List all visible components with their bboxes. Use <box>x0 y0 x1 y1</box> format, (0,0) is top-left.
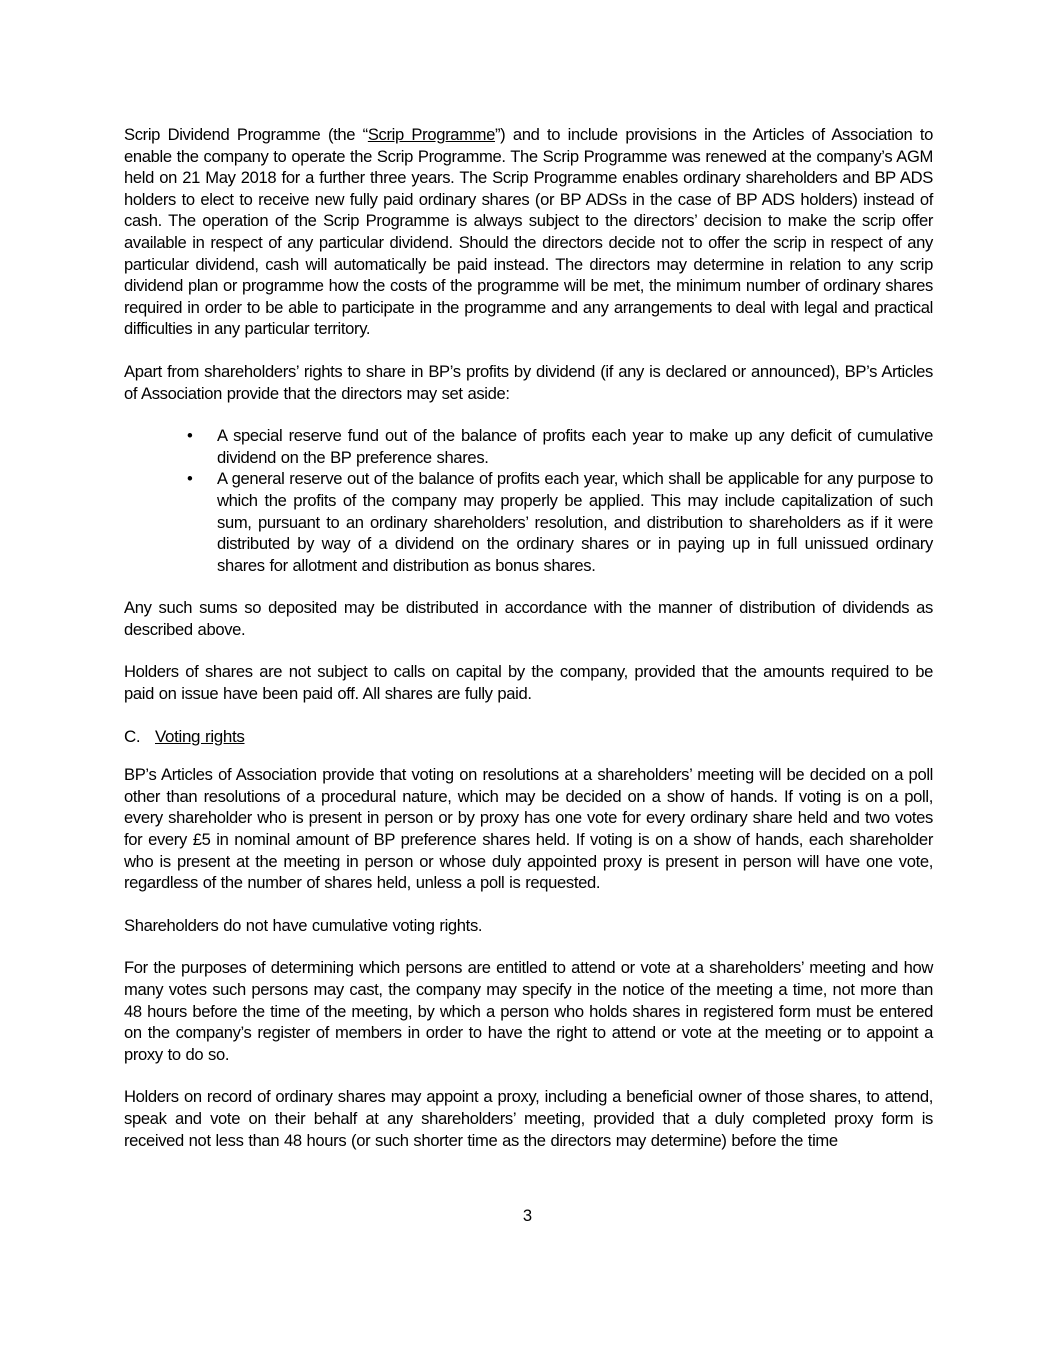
document-body <box>124 124 933 1172</box>
paragraph-scrip-programme <box>124 124 933 340</box>
paragraph-cumulative-voting: Shareholders do not have cumulative voting rights. <box>124 915 483 935</box>
paragraph-voting-on-resolutions: BP’s Articles of Association provide that voting on resolutions at a shareholders’ meeting will be decided on a poll other than resolutions of a procedural nature, which may be decided on a show of hands. If voting is on a poll, every shareholder who is present in person or by proxy has one vote for every ordinary share held and two votes for every £5 in nominal amount of BP preference shares held. If voting is on a show of hands, each shareholder who is present at the meeting in person or whose duly appointed proxy is present in person will have one vote, regardless of the number of shares held, unless a poll is requested. <box>124 765 933 893</box>
section-heading-voting-rights <box>124 726 933 748</box>
scrip-programme-defined-term: Scrip Programme <box>367 125 495 144</box>
bullet-text: A general reserve out of the balance of profits each year, which shall be applicable for any purpose to which the profits of the company may properly be applied. This may include capitalization of such sum, pursuant to an ordinary shareholders’ resolution, and distribution to shareholders as if it were distributed by way of a dividend on the ordinary shares or in paying up in full unissued ordinary shares for allotment and distribution as bonus shares. <box>217 469 933 575</box>
section-label: C. <box>124 726 141 746</box>
paragraph-proxy: Holders on record of ordinary shares may appoint a proxy, including a beneficial owner of those shares, to attend, speak and vote on their behalf at any shareholders’ meeting, provided that a duly completed proxy form is received not less than 48 hours (or such shorter time as the directors may determine) before the time <box>124 1087 933 1150</box>
paragraph-sums-deposited: Any such sums so deposited may be distributed in accordance with the manner of distribution of dividends as described above. <box>124 598 933 639</box>
page-number: 3 <box>522 1206 533 1225</box>
paragraph-record-date: For the purposes of determining which persons are entitled to attend or vote at a shareholders’ meeting and how many votes such persons may cast, the company may specify in the notice of the meeting a time, not more than 48 hours before the time of the meeting, by which a person who holds shares in registered form must be entered on the company’s register of members in order to have the right to attend or vote at the meeting or to appoint a proxy to do so. <box>124 958 933 1064</box>
bullet-item-special-reserve <box>124 425 933 468</box>
bullet-icon: • <box>187 426 193 446</box>
paragraph-calls-on-capital: Holders of shares are not subject to calls on capital by the company, provided that the amounts required to be paid on issue have been paid off. All shares are fully paid. <box>124 662 933 704</box>
paragraph-text-lead: Scrip Dividend Programme (the “ <box>124 125 368 144</box>
bullet-icon: • <box>187 469 193 489</box>
paragraph-reserves-intro: Apart from shareholders’ rights to share in BP’s profits by dividend (if any is declared or announced), BP’s Articles of Association provide that the directors may set aside: <box>124 361 933 403</box>
bullet-text: A special reserve fund out of the balance of profits each year to make up any deficit of cumulative dividend on the BP preference shares. <box>217 426 933 467</box>
bullet-item-general-reserve <box>124 468 933 576</box>
section-title: Voting rights <box>155 726 245 746</box>
reserves-bullet-list <box>124 425 933 576</box>
paragraph-text-rest: ”) and to include provisions in the Articles of Association to enable the company to operate the Scrip Programme. The Scrip Programme was renewed at the company’s AGM held on 21 May 2018 for a further three years. The Scrip Programme enables ordinary shareholders and BP ADS holders to elect to receive new fully paid ordinary shares (or BP ADSs in the case of BP ADS holders) instead of cash. The operation of the Scrip Programme is always subject to the directors’ decision to make the scrip offer available in respect of any particular dividend. Should the directors decide not to offer the scrip in respect of any particular dividend, cash will automatically be paid instead. The directors may determine in relation to any scrip dividend plan or programme how the costs of the programme will be met, the minimum number of ordinary shares required in order to be able to participate in the programme and any arrangements to deal with legal and practical difficulties in any particular territory. <box>124 125 933 339</box>
